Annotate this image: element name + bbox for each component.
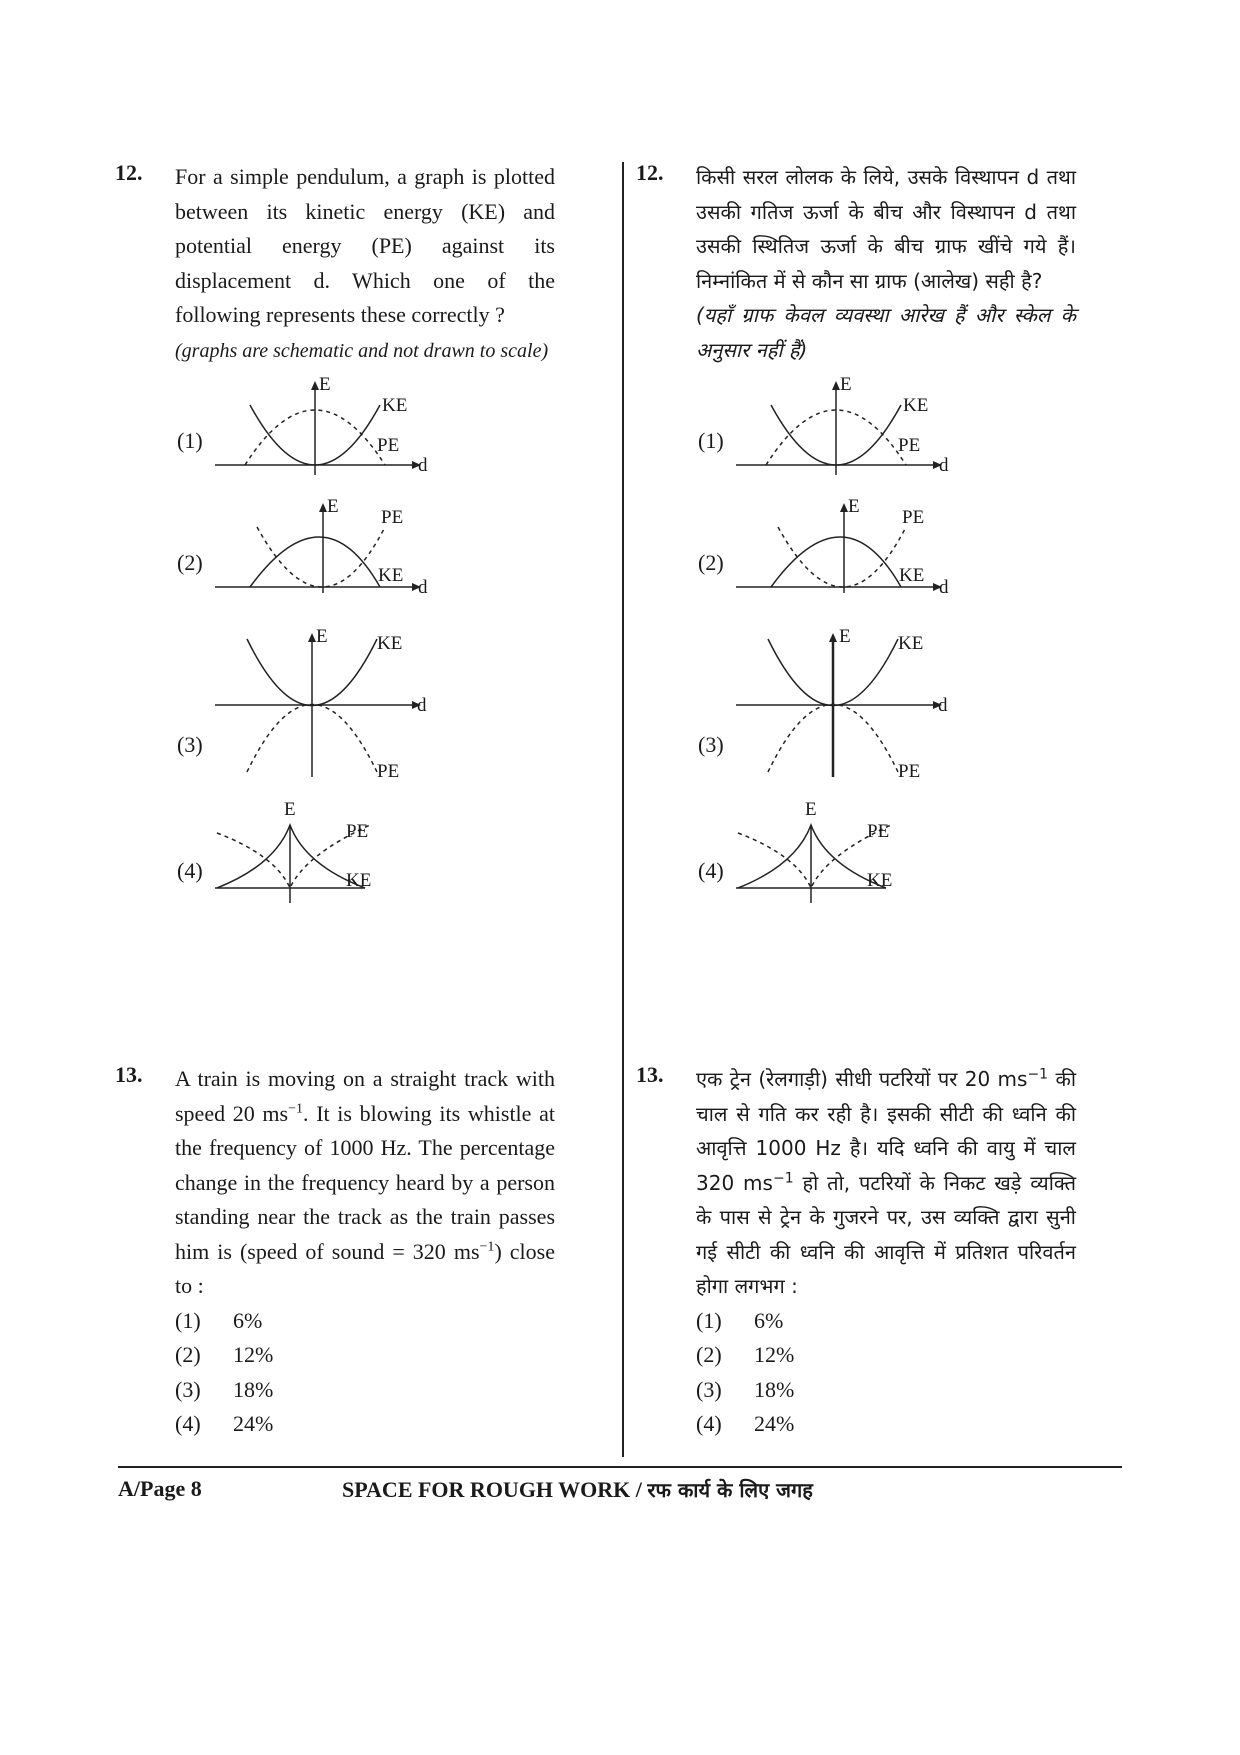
curve-label-pe: PE [898, 761, 921, 782]
curve-label-pe: PE [377, 761, 400, 782]
answer-options [696, 1304, 1076, 1442]
graph-2-svg [726, 497, 986, 607]
option-label: (4) [698, 858, 724, 883]
question-number: 13. [636, 1062, 664, 1087]
graph-4-svg [726, 785, 986, 915]
answer-options [175, 1304, 555, 1442]
question-12-hi [636, 160, 1076, 367]
question-13-hi [636, 1062, 1076, 1442]
question-13-en [115, 1062, 555, 1442]
answer-option-3[interactable]: (3) 18% [175, 1376, 274, 1402]
option-label: (2) [698, 550, 724, 575]
column-divider [622, 162, 624, 1457]
answer-option-1[interactable]: (1) 6% [696, 1307, 784, 1333]
curve-label-pe: PE [381, 507, 404, 528]
option-label: (3) [698, 732, 724, 757]
option-label: (2) [177, 550, 203, 575]
curve-label-ke: KE [898, 633, 924, 654]
axis-label-d: d [418, 455, 428, 476]
axis-label-d: d [417, 695, 427, 716]
answer-option-2[interactable]: (2) 12% [696, 1342, 795, 1367]
axis-label-e: E [848, 497, 860, 517]
option-label: (3) [177, 732, 203, 757]
axis-label-e: E [327, 497, 339, 517]
question-12-en [115, 160, 555, 368]
curve-label-ke: KE [903, 395, 929, 416]
english-column [115, 160, 555, 1436]
answer-option-3[interactable]: (3) 18% [696, 1376, 795, 1402]
option-label: (1) [698, 428, 724, 453]
axis-label-d: d [939, 577, 949, 598]
question-text: एक ट्रेन (रेलगाड़ी) सीधी पटरियों पर 20 $ms^{-1}$ की चाल से गति कर रही है। इसकी सीटी की ध्वनि की आवृत्ति 1000 Hz है। यदि ध्वनि की वायु में चाल 320 $ms^{-1}$ हो तो, पटरियों के निकट खड़े व्यक्ति के पास से ट्रेन के गुजरने पर, उस व्यक्ति द्वारा सुनी गई सीटी की ध्वनि की आवृत्ति में प्रतिशत परिवर्तन होगा लगभग : [696, 1066, 1076, 1298]
question-note: (graphs are schematic and not drawn to scale) [175, 339, 549, 362]
curve-label-ke: KE [377, 633, 403, 654]
curve-label-pe: PE [902, 507, 925, 528]
question-note: (यहाँ ग्राफ केवल व्यवस्था आरेख हैं और स्केल के अनुसार नहीं हैं) [696, 303, 1076, 362]
graph-3-svg [205, 627, 465, 787]
answer-option-4[interactable]: (4) 24% [696, 1411, 795, 1436]
question-text: A train is moving on a straight track with speed 20 $ms^{-1}$. It is blowing its whistle at the frequency of 1000 Hz. The percentage change in the frequency heard by a person standing near the track as the train passes him is (speed of sound = 320 $ms^{-1}$) close to : [175, 1066, 555, 1298]
answer-option-1[interactable]: (1) 6% [175, 1307, 263, 1333]
question-number: 13. [115, 1062, 143, 1087]
graph-3-svg [726, 627, 986, 787]
axis-label-d: d [938, 695, 948, 716]
curve-label-ke: KE [867, 870, 893, 891]
hindi-column [636, 160, 1076, 1436]
axis-label-e: E [840, 375, 852, 395]
graph-2-svg [205, 497, 465, 607]
curve-label-pe: PE [377, 435, 400, 456]
page-number: A/Page 8 [118, 1476, 202, 1501]
question-number: 12. [115, 160, 143, 185]
rough-work-label: SPACE FOR ROUGH WORK / रफ कार्य के लिए जगह [342, 1477, 813, 1502]
answer-option-2[interactable]: (2) 12% [175, 1342, 274, 1367]
graph-1-svg [205, 375, 465, 485]
question-text: किसी सरल लोलक के लिये, उसके विस्थापन d तथा उसकी गतिज ऊर्जा के बीच और विस्थापन d तथा उसकी स्थितिज ऊर्जा के बीच ग्राफ खींचे गये हैं। निम्नांकित में से कौन सा ग्राफ (आलेख) सही है? (यहाँ ग्राफ केवल व्यवस्था आरेख हैं और स्केल के अनुसार नहीं हैं) [696, 165, 1076, 362]
curve-label-ke: KE [382, 395, 408, 416]
axis-label-e: E [839, 627, 851, 647]
axis-label-d: d [939, 455, 949, 476]
option-label: (4) [177, 858, 203, 883]
graph-4-svg [205, 785, 465, 915]
option-label: (1) [177, 428, 203, 453]
axis-label-e: E [319, 375, 331, 395]
page-footer [118, 1466, 1122, 1502]
curve-label-pe: PE [898, 435, 921, 456]
curve-label-ke: KE [899, 565, 925, 586]
axis-label-e: E [284, 799, 296, 820]
axis-label-e: E [805, 799, 817, 820]
axis-label-d: d [418, 577, 428, 598]
question-number: 12. [636, 160, 664, 185]
curve-label-pe: PE [346, 821, 369, 842]
curve-label-ke: KE [378, 565, 404, 586]
graph-1-svg [726, 375, 986, 485]
axis-label-e: E [316, 627, 328, 647]
question-text: For a simple pendulum, a graph is plotted between its kinetic energy (KE) and potential energy (PE) against its displacement d. Which one of the following represents these correctly ? (graphs are schematic and not drawn to scale) [175, 164, 555, 362]
curve-label-ke: KE [346, 870, 372, 891]
curve-label-pe: PE [867, 821, 890, 842]
answer-option-4[interactable]: (4) 24% [175, 1411, 274, 1436]
